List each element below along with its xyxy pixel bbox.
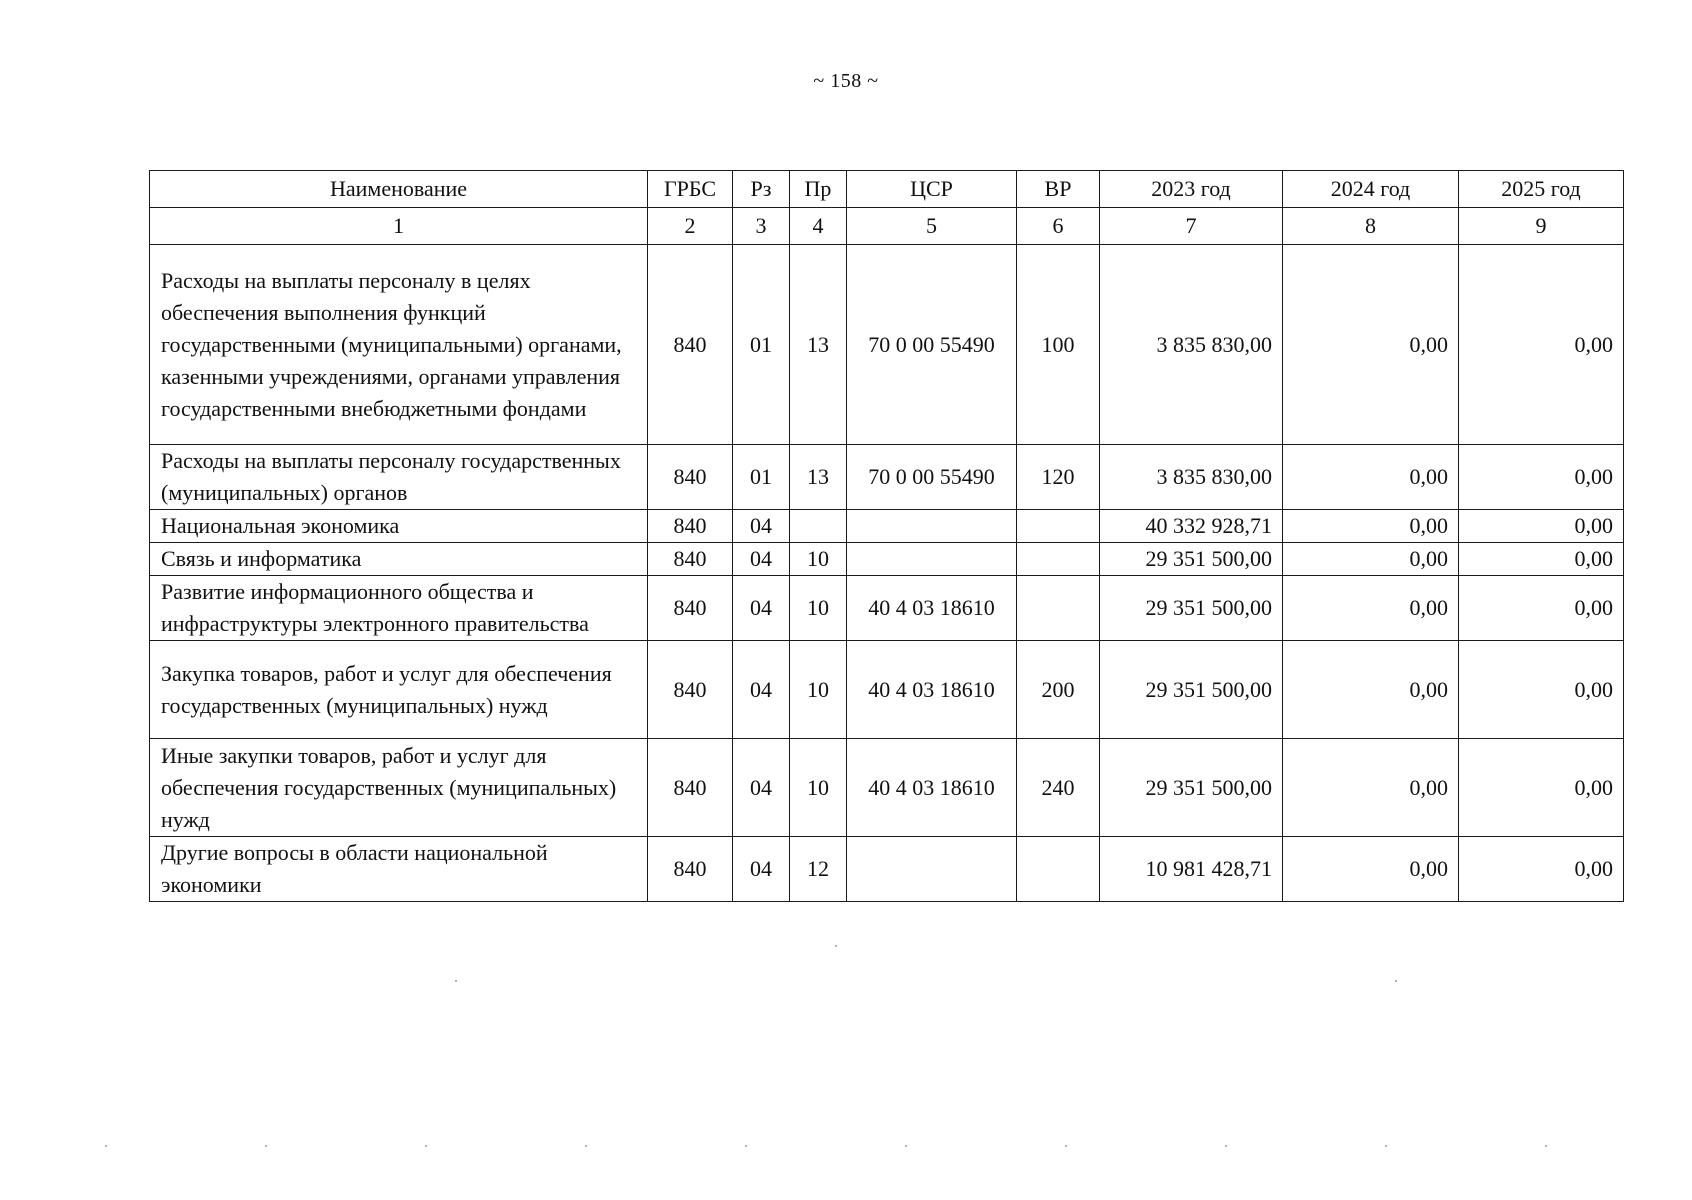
row-2025: 0,00 xyxy=(1459,739,1624,837)
header-grbs: ГРБС xyxy=(648,171,733,208)
row-name: Иные закупки товаров, работ и услуг для обеспечения государственных (муниципальных) нужд xyxy=(150,739,648,837)
column-number-row xyxy=(150,208,1624,245)
row-csr: 40 4 03 18610 xyxy=(847,641,1017,739)
row-pr: 12 xyxy=(790,837,847,902)
row-grbs: 840 xyxy=(648,739,733,837)
row-grbs: 840 xyxy=(648,245,733,445)
row-name: Расходы на выплаты персоналу государственных (муниципальных) органов xyxy=(150,445,648,510)
table-row xyxy=(150,445,1624,510)
column-number: 3 xyxy=(733,208,790,245)
row-2024: 0,00 xyxy=(1283,245,1459,445)
row-2023: 29 351 500,00 xyxy=(1100,641,1283,739)
row-rz: 01 xyxy=(733,245,790,445)
scan-speck xyxy=(105,1145,107,1147)
table-row xyxy=(150,510,1624,543)
row-vr: 240 xyxy=(1017,739,1100,837)
column-number: 9 xyxy=(1459,208,1624,245)
row-grbs: 840 xyxy=(648,445,733,510)
page-number: ~ 158 ~ xyxy=(813,70,879,92)
scan-speck xyxy=(455,980,457,982)
row-rz: 04 xyxy=(733,510,790,543)
scan-speck xyxy=(1225,1145,1227,1147)
row-grbs: 840 xyxy=(648,641,733,739)
row-2023: 10 981 428,71 xyxy=(1100,837,1283,902)
row-vr xyxy=(1017,543,1100,576)
row-pr: 13 xyxy=(790,445,847,510)
row-rz: 01 xyxy=(733,445,790,510)
table-row xyxy=(150,837,1624,902)
row-2023: 40 332 928,71 xyxy=(1100,510,1283,543)
row-2025: 0,00 xyxy=(1459,245,1624,445)
row-name: Закупка товаров, работ и услуг для обеспечения государственных (муниципальных) нужд xyxy=(150,641,648,739)
row-pr xyxy=(790,510,847,543)
row-csr: 40 4 03 18610 xyxy=(847,739,1017,837)
row-2024: 0,00 xyxy=(1283,576,1459,641)
row-vr xyxy=(1017,576,1100,641)
row-vr: 200 xyxy=(1017,641,1100,739)
row-pr: 10 xyxy=(790,543,847,576)
header-row xyxy=(150,171,1624,208)
scan-speck xyxy=(585,1145,587,1147)
row-2025: 0,00 xyxy=(1459,510,1624,543)
column-number: 5 xyxy=(847,208,1017,245)
scan-speck xyxy=(835,945,837,947)
column-number: 6 xyxy=(1017,208,1100,245)
row-2025: 0,00 xyxy=(1459,445,1624,510)
row-name: Другие вопросы в области национальной экономики xyxy=(150,837,648,902)
header-2023: 2023 год xyxy=(1100,171,1283,208)
header-pr: Пр xyxy=(790,171,847,208)
scan-speck xyxy=(745,1145,747,1147)
row-vr: 100 xyxy=(1017,245,1100,445)
row-2025: 0,00 xyxy=(1459,576,1624,641)
column-number: 7 xyxy=(1100,208,1283,245)
header-name: Наименование xyxy=(150,171,648,208)
header-rz: Рз xyxy=(733,171,790,208)
row-name: Развитие информационного общества и инфраструктуры электронного правительства xyxy=(150,576,648,641)
column-number: 4 xyxy=(790,208,847,245)
row-2023: 29 351 500,00 xyxy=(1100,543,1283,576)
column-number: 1 xyxy=(150,208,648,245)
column-number: 2 xyxy=(648,208,733,245)
row-2023: 3 835 830,00 xyxy=(1100,445,1283,510)
header-2025: 2025 год xyxy=(1459,171,1624,208)
row-csr xyxy=(847,510,1017,543)
row-pr: 13 xyxy=(790,245,847,445)
scan-speck xyxy=(1395,980,1397,982)
row-2025: 0,00 xyxy=(1459,837,1624,902)
scan-speck xyxy=(425,1145,427,1147)
row-2023: 3 835 830,00 xyxy=(1100,245,1283,445)
scan-speck xyxy=(265,1145,267,1147)
row-2023: 29 351 500,00 xyxy=(1100,576,1283,641)
row-csr: 40 4 03 18610 xyxy=(847,576,1017,641)
row-name: Национальная экономика xyxy=(150,510,648,543)
column-number: 8 xyxy=(1283,208,1459,245)
table-row xyxy=(150,641,1624,739)
table-row xyxy=(150,543,1624,576)
row-2024: 0,00 xyxy=(1283,543,1459,576)
row-csr xyxy=(847,543,1017,576)
row-pr: 10 xyxy=(790,739,847,837)
row-2024: 0,00 xyxy=(1283,739,1459,837)
table-row xyxy=(150,739,1624,837)
scan-speck xyxy=(1065,1145,1067,1147)
header-vr: ВР xyxy=(1017,171,1100,208)
row-grbs: 840 xyxy=(648,576,733,641)
row-csr: 70 0 00 55490 xyxy=(847,445,1017,510)
row-2024: 0,00 xyxy=(1283,641,1459,739)
header-2024: 2024 год xyxy=(1283,171,1459,208)
row-pr: 10 xyxy=(790,576,847,641)
row-2025: 0,00 xyxy=(1459,641,1624,739)
row-rz: 04 xyxy=(733,837,790,902)
header-csr: ЦСР xyxy=(847,171,1017,208)
table-row xyxy=(150,576,1624,641)
row-csr: 70 0 00 55490 xyxy=(847,245,1017,445)
row-2023: 29 351 500,00 xyxy=(1100,739,1283,837)
row-2024: 0,00 xyxy=(1283,837,1459,902)
budget-table xyxy=(149,170,1624,902)
row-grbs: 840 xyxy=(648,543,733,576)
table-row xyxy=(150,245,1624,445)
row-vr xyxy=(1017,510,1100,543)
row-2024: 0,00 xyxy=(1283,445,1459,510)
row-pr: 10 xyxy=(790,641,847,739)
row-rz: 04 xyxy=(733,576,790,641)
scan-speck xyxy=(1545,1145,1547,1147)
row-grbs: 840 xyxy=(648,837,733,902)
scan-speck xyxy=(1385,1145,1387,1147)
scan-speck xyxy=(905,1145,907,1147)
row-vr: 120 xyxy=(1017,445,1100,510)
row-rz: 04 xyxy=(733,739,790,837)
row-csr xyxy=(847,837,1017,902)
row-rz: 04 xyxy=(733,543,790,576)
row-2025: 0,00 xyxy=(1459,543,1624,576)
row-name: Связь и информатика xyxy=(150,543,648,576)
row-2024: 0,00 xyxy=(1283,510,1459,543)
row-rz: 04 xyxy=(733,641,790,739)
row-name: Расходы на выплаты персоналу в целях обеспечения выполнения функций государственными (муниципальными) органами, казенными учреждениями, органами управления государственными внебюджетными фондами xyxy=(150,245,648,445)
row-vr xyxy=(1017,837,1100,902)
row-grbs: 840 xyxy=(648,510,733,543)
